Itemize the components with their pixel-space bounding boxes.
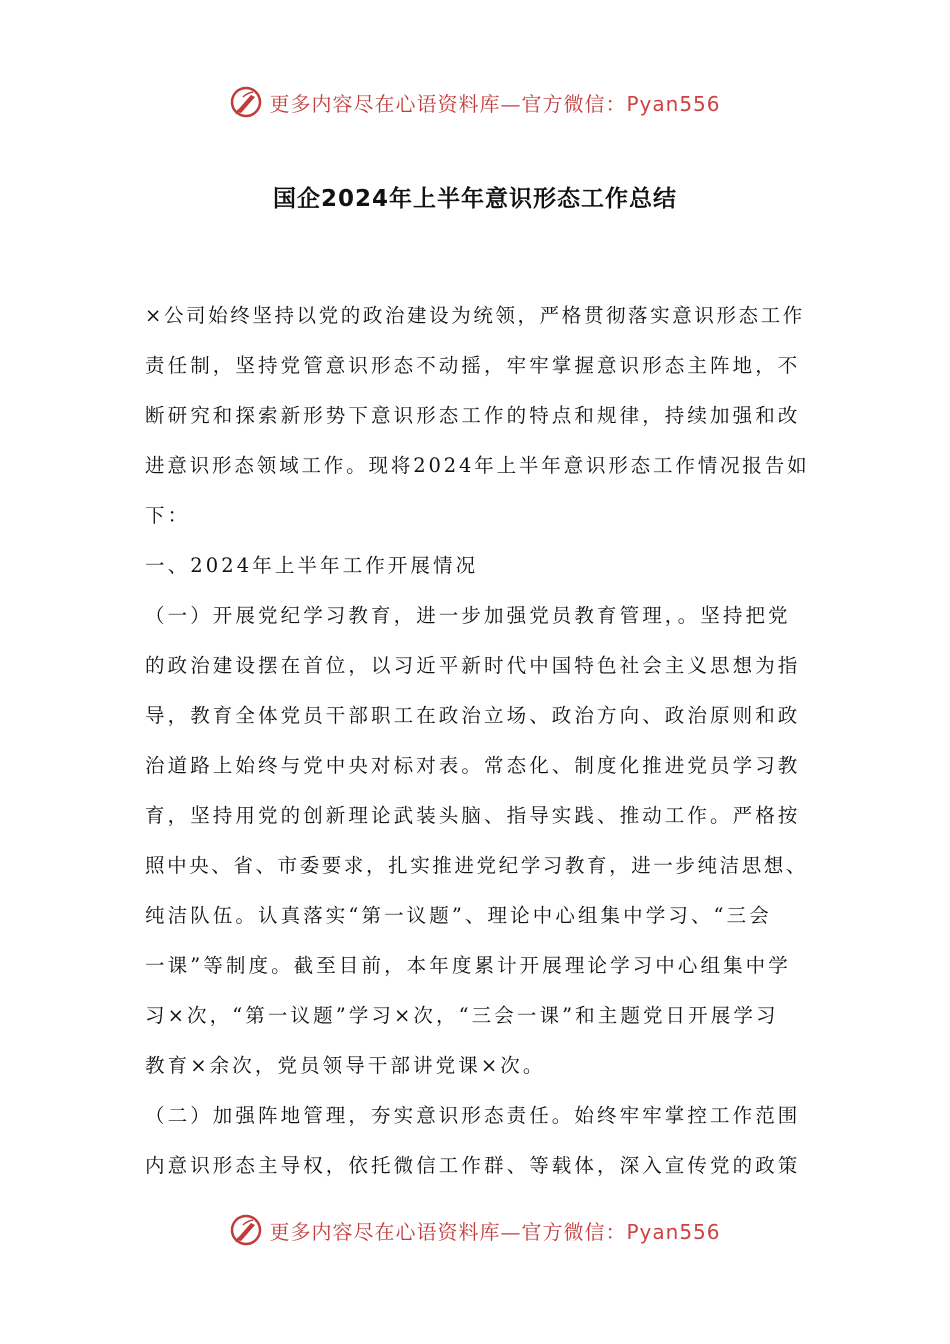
body-line: 治道路上始终与党中央对标对表。常态化、制度化推进党员学习教: [145, 754, 801, 777]
body-line: 导，教育全体党员干部职工在政治立场、政治方向、政治原则和政: [145, 704, 801, 727]
header-watermark-banner: [0, 82, 950, 122]
footer-banner-label: 更多内容尽在心语资料库—官方微信：: [269, 1219, 627, 1244]
document-title: 国企2024年上半年意识形态工作总结: [272, 186, 677, 212]
body-line: 责任制，坚持党管意识形态不动摇，牢牢掌握意识形态主阵地，不: [145, 354, 801, 377]
header-banner-wechat-id: Pyan556: [626, 91, 721, 116]
body-line: 习×次，“第一议题”学习×次，“三会一课”和主题党日开展学习: [145, 1004, 779, 1027]
header-banner-label: 更多内容尽在心语资料库—官方微信：: [269, 91, 627, 116]
footer-banner-wechat-id: Pyan556: [626, 1219, 721, 1244]
body-line: 教育×余次，党员领导干部讲党课×次。: [145, 1054, 546, 1077]
body-line: 下：: [145, 504, 191, 527]
body-line: 进意识形态领域工作。现将2024年上半年意识形态工作情况报告如: [145, 454, 810, 477]
pen-logo-icon: [229, 85, 263, 119]
pen-logo-icon: [229, 1213, 263, 1247]
footer-watermark-banner: [0, 1210, 950, 1250]
body-line: 育，坚持用党的创新理论武装头脑、指导实践、推动工作。严格按: [145, 804, 801, 827]
body-line: 一课”等制度。截至目前，本年度累计开展理论学习中心组集中学: [145, 954, 791, 977]
body-line: 照中央、省、市委要求，扎实推进党纪学习教育，进一步纯洁思想、: [145, 854, 809, 877]
body-line: 纯洁队伍。认真落实“第一议题”、理论中心组集中学习、“三会: [145, 904, 772, 927]
subsection-heading-line: （二）加强阵地管理，夯实意识形态责任。始终牢牢掌控工作范围: [145, 1104, 801, 1127]
footer-banner-text: [269, 1216, 720, 1245]
body-line: 内意识形态主导权，依托微信工作群、等载体，深入宣传党的政策: [145, 1154, 801, 1177]
body-line: 的政治建设摆在首位，以习近平新时代中国特色社会主义思想为指: [145, 654, 801, 677]
header-banner-text: [269, 88, 720, 117]
body-line: ×公司始终坚持以党的政治建设为统领，严格贯彻落实意识形态工作: [145, 304, 805, 327]
section-heading: 一、2024年上半年工作开展情况: [145, 554, 479, 577]
subsection-heading-line: （一）开展党纪学习教育，进一步加强党员教育管理，。坚持把党: [145, 604, 791, 627]
body-line: 断研究和探索新形势下意识形态工作的特点和规律，持续加强和改: [145, 404, 801, 427]
